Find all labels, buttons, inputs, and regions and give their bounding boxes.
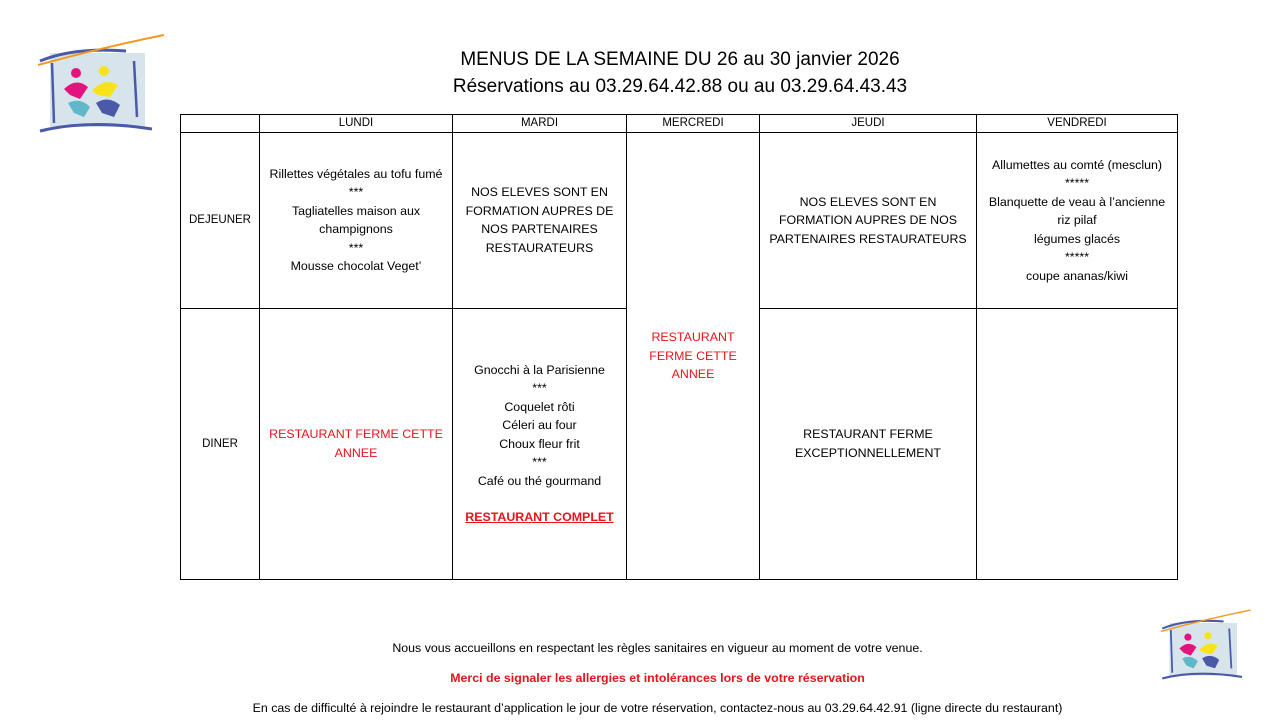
menu-item: coupe ananas/kiwi — [1026, 268, 1128, 283]
day-header-friday: VENDREDI — [977, 115, 1178, 133]
menu-item: Céleri au four — [502, 418, 577, 433]
menu-item: riz pilaf — [1057, 213, 1097, 228]
menu-item: Choux fleur frit — [499, 436, 580, 451]
school-logo-icon — [34, 33, 166, 138]
day-header-monday: LUNDI — [260, 115, 453, 133]
cell-lunch-friday — [977, 133, 1178, 309]
menu-item: Café ou thé gourmand — [477, 473, 602, 488]
menu-item: Rillettes végétales au tofu fumé — [269, 166, 443, 181]
title-line-1: MENUS DE LA SEMAINE DU 26 au 30 janvier 2026 — [460, 49, 900, 70]
restaurant-full-notice: RESTAURANT COMPLET — [465, 510, 614, 525]
menu-separator: ***** — [1064, 250, 1090, 265]
menu-separator: *** — [348, 185, 364, 200]
sanitary-notice: Nous vous accueillons en respectant les règles sanitaires en vigueur au moment de votre venue. — [392, 641, 923, 655]
menu-separator: *** — [348, 240, 364, 255]
school-logo-icon — [1158, 606, 1252, 686]
day-header-thursday: JEUDI — [760, 115, 977, 133]
table-header-row — [181, 115, 1178, 133]
menu-item: Blanquette de veau à l’ancienne — [988, 194, 1166, 209]
row-label-dinner: DINER — [181, 308, 260, 579]
allergy-notice: Merci de signaler les allergies et intolérances lors de votre réservation — [450, 671, 865, 685]
table-row-lunch — [181, 133, 1178, 309]
cell-lunch-monday — [260, 133, 453, 309]
row-label-lunch: DEJEUNER — [181, 133, 260, 309]
contact-notice: En cas de difficulté à rejoindre le restaurant d’application le jour de votre réservation, contactez-nous au 03.29.64.42.91 (ligne directe du restaurant) — [252, 701, 1063, 715]
header-empty-cell — [181, 115, 260, 133]
menu-item: légumes glacés — [1033, 231, 1121, 246]
menu-separator: ***** — [1064, 176, 1090, 191]
closed-notice: RESTAURANT FERME CETTE ANNEE — [649, 330, 737, 382]
menu-table — [180, 114, 1178, 580]
menu-item: Tagliatelles maison aux champignons — [291, 203, 421, 237]
cell-dinner-thursday: RESTAURANT FERME EXCEPTIONNELLEMENT — [760, 308, 977, 579]
cell-wednesday-closed — [627, 133, 760, 580]
day-header-wednesday: MERCREDI — [627, 115, 760, 133]
title-line-2: Réservations au 03.29.64.42.88 ou au 03.29.64.43.43 — [452, 76, 908, 97]
menu-item: Mousse chocolat Veget’ — [290, 259, 422, 274]
menu-item: Gnocchi à la Parisienne — [474, 362, 605, 377]
menu-item: Coquelet rôti — [504, 399, 575, 414]
cell-dinner-monday: RESTAURANT FERME CETTE ANNEE — [260, 308, 453, 579]
day-header-tuesday: MARDI — [453, 115, 627, 133]
cell-lunch-tuesday: NOS ELEVES SONT EN FORMATION AUPRES DE NOS PARTENAIRES RESTAURATEURS — [453, 133, 627, 309]
menu-separator: *** — [532, 455, 547, 470]
cell-dinner-tuesday — [453, 308, 627, 579]
cell-lunch-thursday: NOS ELEVES SONT EN FORMATION AUPRES DE NOS PARTENAIRES RESTAURATEURS — [760, 133, 977, 309]
page-title — [320, 46, 1040, 100]
cell-dinner-friday — [977, 308, 1178, 579]
menu-item: Allumettes au comté (mesclun) — [991, 157, 1163, 172]
menu-separator: *** — [532, 381, 547, 396]
